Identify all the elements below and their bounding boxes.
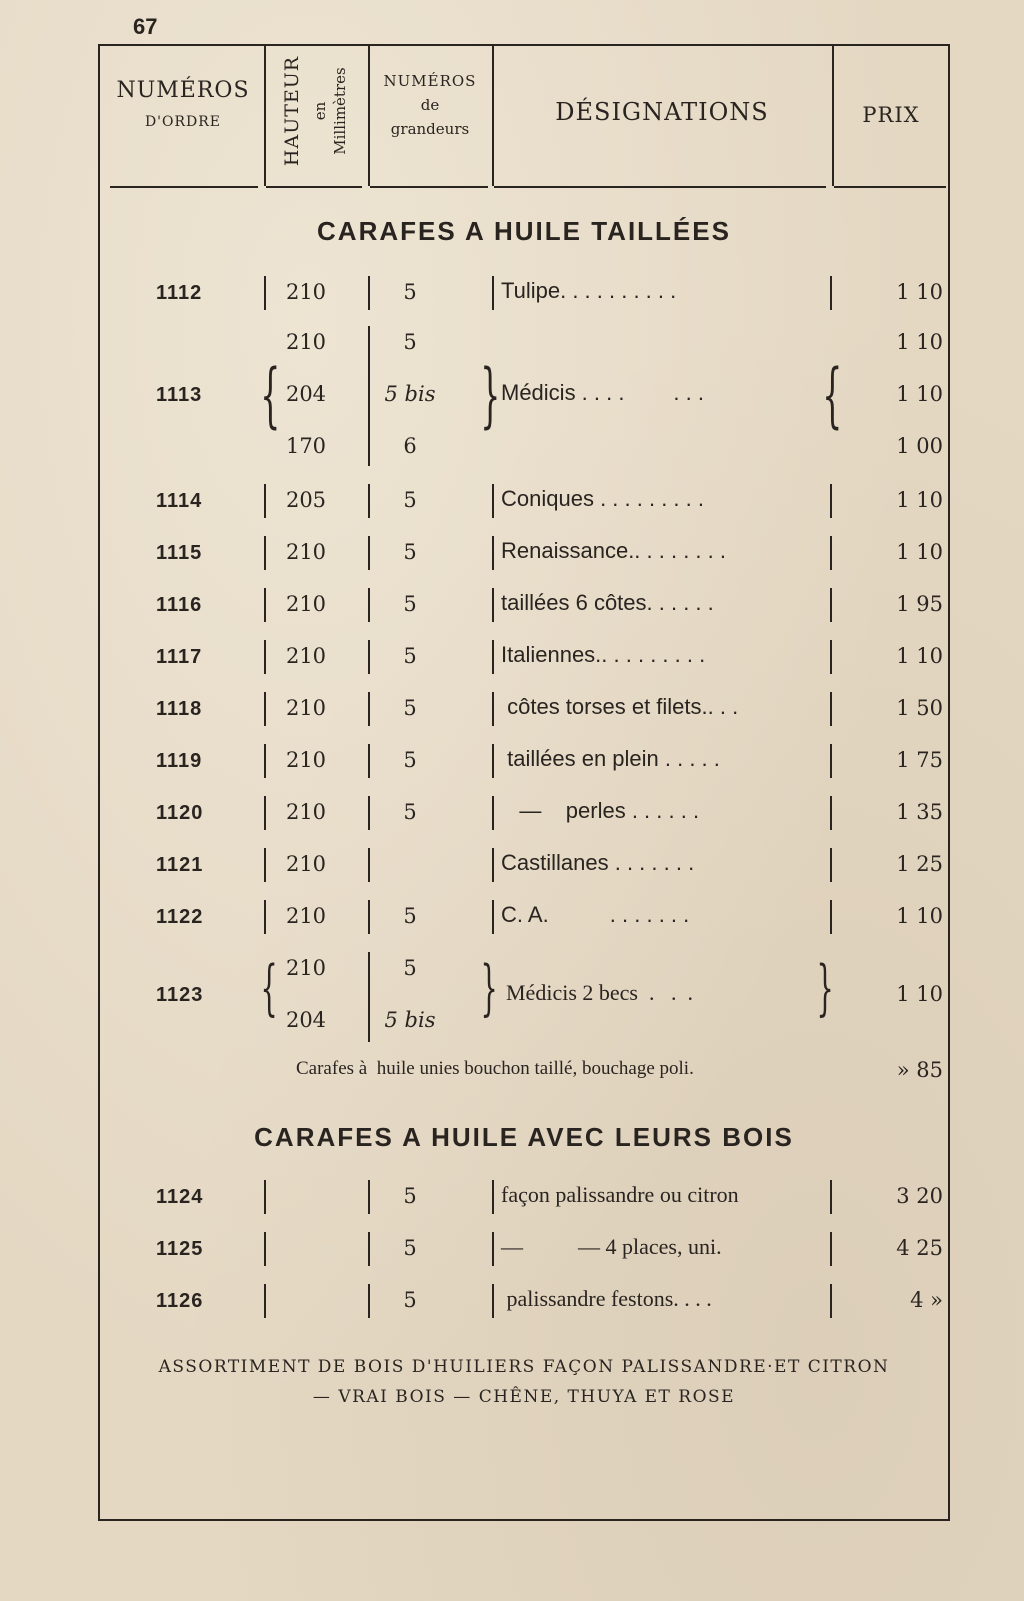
cell-divider bbox=[830, 1232, 832, 1266]
header-grandeurs-line2: de bbox=[420, 96, 440, 114]
header-designations: DÉSIGNATIONS bbox=[555, 98, 769, 126]
header-grandeurs-line1: NUMÉROS bbox=[383, 72, 477, 90]
row-number: 1121 bbox=[156, 854, 204, 876]
header-hauteur-line1: HAUTEUR bbox=[281, 55, 303, 167]
row-number: 1115 bbox=[156, 542, 203, 564]
row-grandeur: 5 bbox=[403, 1236, 417, 1260]
cell-divider bbox=[830, 900, 832, 934]
row-designation: Médicis . . . . . . . bbox=[501, 380, 704, 405]
cell-divider bbox=[830, 1180, 832, 1214]
cell-divider bbox=[492, 1232, 494, 1266]
row-number: 1120 bbox=[156, 802, 204, 824]
table-row bbox=[98, 896, 950, 946]
cell-divider bbox=[492, 640, 494, 674]
row-hauteur: 210 bbox=[285, 540, 327, 564]
footer-line2: — VRAI BOIS — CHÊNE, THUYA ET ROSE bbox=[312, 1387, 736, 1407]
header-bottom-rule bbox=[266, 186, 362, 188]
row-hauteur: 204 bbox=[285, 382, 327, 406]
footer-assortiment bbox=[98, 1352, 950, 1412]
row-hauteur: 210 bbox=[285, 644, 327, 668]
table-row bbox=[98, 844, 950, 894]
row-grandeur: 5 bbox=[403, 540, 417, 564]
cell-divider bbox=[492, 536, 494, 570]
row-prix: 3 20 bbox=[896, 1184, 943, 1208]
header-bottom-rule bbox=[494, 186, 826, 188]
cell-divider bbox=[264, 1284, 266, 1318]
table-row bbox=[98, 584, 950, 634]
row-hauteur: 205 bbox=[285, 488, 327, 512]
cell-divider bbox=[830, 848, 832, 882]
cell-divider bbox=[264, 1232, 266, 1266]
row-prix: 1 00 bbox=[896, 434, 943, 458]
row-prix: 1 10 bbox=[896, 644, 943, 668]
row-designation: Médicis 2 becs . . . bbox=[506, 980, 693, 1005]
header-hauteur-line3: Millimètres bbox=[331, 67, 349, 155]
row-designation: — — 4 places, uni. bbox=[501, 1234, 722, 1259]
row-prix: 1 10 bbox=[896, 982, 943, 1006]
header-prix: PRIX bbox=[862, 103, 920, 127]
table-row bbox=[98, 1280, 950, 1330]
cell-divider bbox=[492, 1284, 494, 1318]
row-designation: Castillanes . . . . . . . bbox=[501, 850, 695, 875]
row-prix: 1 50 bbox=[896, 696, 943, 720]
row-grandeur: 5 bbox=[403, 592, 417, 616]
row-grandeur: 5 bbox=[403, 1184, 417, 1208]
row-hauteur: 210 bbox=[285, 956, 327, 980]
table-row bbox=[98, 792, 950, 842]
cell-divider bbox=[830, 692, 832, 726]
row-grandeur: 5 bbox=[403, 904, 417, 928]
row-hauteur: 170 bbox=[285, 434, 327, 458]
note-unies: Carafes à huile unies bouchon taillé, bouchage poli. bbox=[296, 1058, 694, 1079]
cell-divider bbox=[492, 744, 494, 778]
header-bottom-rule bbox=[834, 186, 946, 188]
row-hauteur: 210 bbox=[285, 592, 327, 616]
header-ordre-line2: D'ORDRE bbox=[144, 114, 222, 131]
row-designation: côtes torses et filets.. . . bbox=[501, 694, 739, 719]
row-prix: 1 95 bbox=[896, 592, 943, 616]
row-grandeur: 5 bbox=[403, 1288, 417, 1312]
header-ordre-line1: NUMÉROS bbox=[116, 78, 250, 103]
cell-divider bbox=[492, 484, 494, 518]
cell-divider bbox=[830, 744, 832, 778]
row-designation: Tulipe. . . . . . . . . . bbox=[501, 278, 677, 303]
row-prix: 1 10 bbox=[896, 904, 943, 928]
row-hauteur: 210 bbox=[285, 748, 327, 772]
cell-divider bbox=[830, 1284, 832, 1318]
cell-divider bbox=[830, 640, 832, 674]
table-row-group bbox=[98, 322, 950, 472]
row-grandeur: 5 bbox=[403, 280, 417, 304]
left-brace: { bbox=[260, 953, 278, 1023]
row-designation: taillées en plein . . . . . bbox=[501, 746, 720, 771]
row-number: 1125 bbox=[156, 1238, 204, 1260]
row-prix: 4 » bbox=[910, 1288, 943, 1312]
row-designation: Italiennes.. . . . . . . . . bbox=[501, 642, 706, 667]
row-grandeur: 5 bbox=[403, 748, 417, 772]
row-number: 1126 bbox=[156, 1290, 204, 1312]
row-grandeur: 5 bis bbox=[384, 382, 436, 406]
page-number: 67 bbox=[133, 14, 158, 39]
right-brace: } bbox=[480, 953, 498, 1023]
row-number: 1124 bbox=[156, 1186, 204, 1208]
cell-divider bbox=[830, 588, 832, 622]
left-brace: { bbox=[260, 354, 281, 436]
row-prix: 1 10 bbox=[896, 330, 943, 354]
cell-divider bbox=[830, 484, 832, 518]
cell-divider bbox=[492, 796, 494, 830]
row-hauteur: 204 bbox=[285, 1008, 327, 1032]
table-row bbox=[98, 740, 950, 790]
right-brace: } bbox=[816, 953, 834, 1023]
header-grandeurs bbox=[370, 72, 490, 138]
cell-divider bbox=[830, 536, 832, 570]
row-number: 1117 bbox=[156, 646, 203, 668]
row-prix: 1 75 bbox=[896, 748, 943, 772]
table-row bbox=[98, 1228, 950, 1278]
row-hauteur: 210 bbox=[285, 696, 327, 720]
row-hauteur: 210 bbox=[285, 904, 327, 928]
section-title-bois: CARAFES A HUILE AVEC LEURS BOIS bbox=[254, 1122, 794, 1152]
cell-divider bbox=[830, 796, 832, 830]
row-hauteur: 210 bbox=[285, 280, 327, 304]
row-prix: 1 10 bbox=[896, 540, 943, 564]
row-designation: Renaissance.. . . . . . . . bbox=[501, 538, 726, 563]
table-row bbox=[98, 636, 950, 686]
note-prix: » 85 bbox=[896, 1058, 943, 1082]
header-hauteur-line2: en bbox=[311, 101, 329, 121]
cell-divider bbox=[264, 1180, 266, 1214]
section-title-taillees: CARAFES A HUILE TAILLÉES bbox=[317, 216, 731, 246]
row-number: 1112 bbox=[156, 282, 203, 304]
row-prix: 1 10 bbox=[896, 280, 943, 304]
row-grandeur: 5 bbox=[403, 330, 417, 354]
cell-divider bbox=[830, 276, 832, 310]
cell-divider bbox=[492, 588, 494, 622]
row-number: 1114 bbox=[156, 490, 203, 512]
row-hauteur: 210 bbox=[285, 800, 327, 824]
cell-divider bbox=[492, 692, 494, 726]
row-number: 1119 bbox=[156, 750, 203, 772]
row-hauteur: 210 bbox=[285, 330, 327, 354]
row-prix: 4 25 bbox=[896, 1236, 943, 1260]
cell-divider bbox=[492, 900, 494, 934]
cell-divider bbox=[492, 276, 494, 310]
footer-line1: ASSORTIMENT DE BOIS D'HUILIERS FAÇON PALISSANDRE·ET CITRON bbox=[158, 1357, 890, 1377]
header-ordre bbox=[104, 78, 262, 131]
table-row bbox=[98, 532, 950, 582]
row-number: 1123 bbox=[156, 984, 204, 1006]
row-grandeur: 6 bbox=[403, 434, 417, 458]
header-grandeurs-line3: grandeurs bbox=[390, 120, 470, 138]
row-number: 1118 bbox=[156, 698, 203, 720]
header-bottom-rule bbox=[370, 186, 488, 188]
row-hauteur: 210 bbox=[285, 852, 327, 876]
row-prix: 1 10 bbox=[896, 382, 943, 406]
row-designation: palissandre festons. . . . bbox=[501, 1286, 712, 1311]
cell-divider bbox=[368, 848, 370, 882]
row-designation: façon palissandre ou citron bbox=[501, 1182, 739, 1207]
row-grandeur: 5 bbox=[403, 956, 417, 980]
table-row bbox=[98, 1176, 950, 1226]
table-row-group bbox=[98, 948, 950, 1048]
right-brace: } bbox=[480, 354, 501, 436]
header-bottom-rule bbox=[110, 186, 258, 188]
row-prix: 1 10 bbox=[896, 488, 943, 512]
table-row bbox=[98, 480, 950, 530]
row-grandeur: 5 bis bbox=[384, 1008, 436, 1032]
cell-divider bbox=[492, 1180, 494, 1214]
row-grandeur: 5 bbox=[403, 696, 417, 720]
cell-divider bbox=[492, 848, 494, 882]
header-divider bbox=[264, 46, 266, 186]
row-prix: 1 35 bbox=[896, 800, 943, 824]
row-number: 1113 bbox=[156, 384, 203, 406]
row-number: 1122 bbox=[156, 906, 204, 928]
row-number: 1116 bbox=[156, 594, 203, 616]
left-brace: { bbox=[822, 354, 843, 436]
row-prix: 1 25 bbox=[896, 852, 943, 876]
table-row bbox=[98, 688, 950, 738]
row-designation: taillées 6 côtes. . . . . . bbox=[501, 590, 714, 615]
row-grandeur: 5 bbox=[403, 488, 417, 512]
row-grandeur: 5 bbox=[403, 800, 417, 824]
table-row bbox=[98, 272, 950, 322]
row-grandeur: 5 bbox=[403, 644, 417, 668]
row-designation: C. A. . . . . . . . bbox=[501, 902, 690, 927]
row-designation: — perles . . . . . . bbox=[501, 798, 700, 823]
row-designation: Coniques . . . . . . . . . bbox=[501, 486, 704, 511]
